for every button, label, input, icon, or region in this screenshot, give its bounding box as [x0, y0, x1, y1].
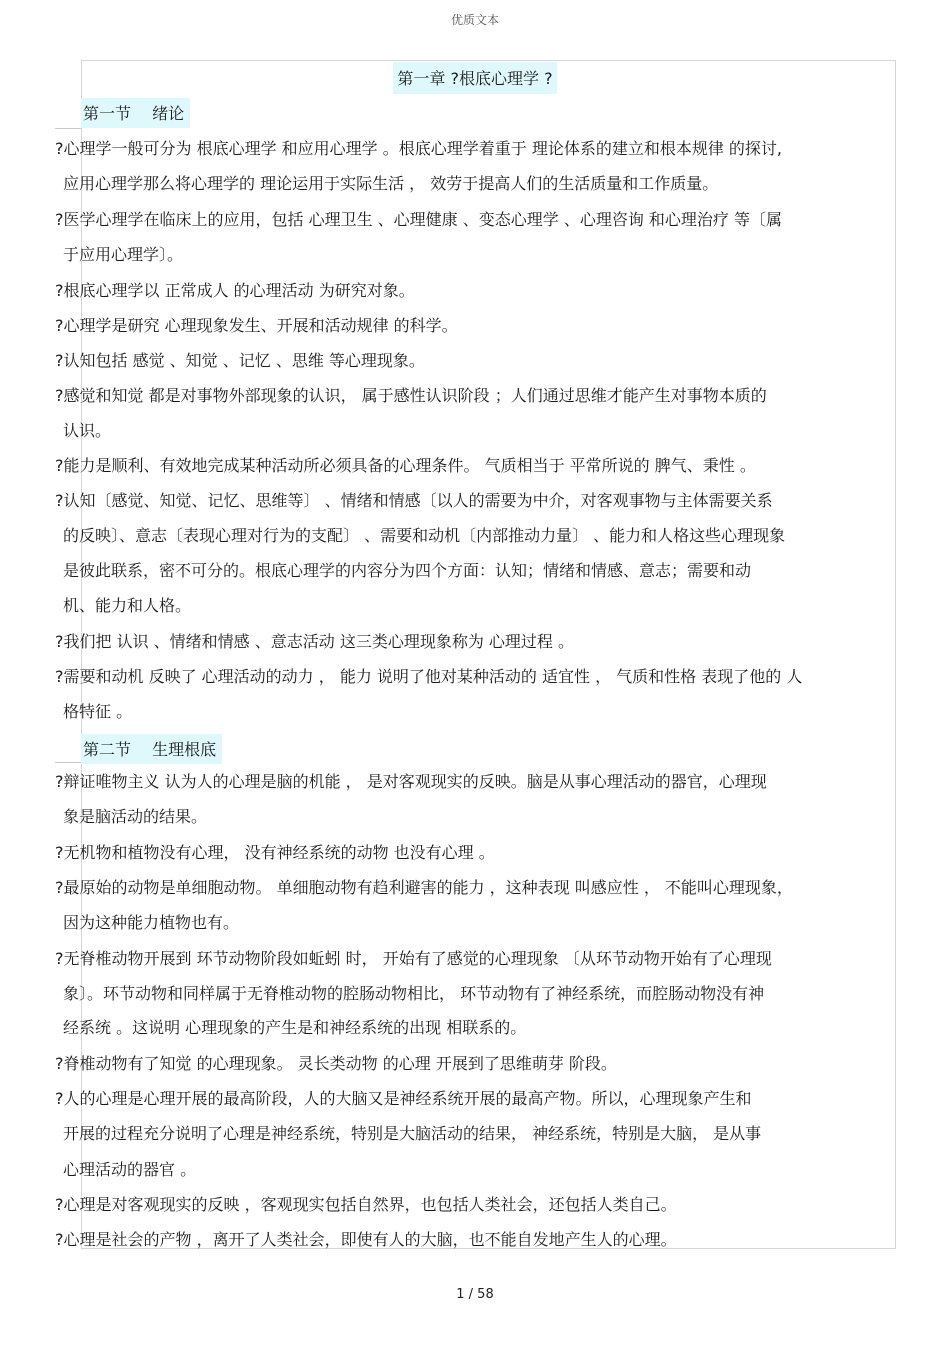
- text-line: 于应用心理学〕。: [63, 245, 184, 264]
- text-line: ?我们把 认识 、情绪和情感 、意志活动 这三类心理现象称为 心理过程 。: [55, 632, 575, 651]
- chapter-title: [0, 62, 950, 94]
- text-line: ?心理学是研究 心理现象发生、开展和活动规律 的科学。: [55, 316, 458, 335]
- text-line: 开展的过程充分说明了心理是神经系统，特别是大脑活动的结果， 神经系统，特别是大脑， 是从事: [63, 1124, 762, 1143]
- text-line: 应用心理学那么将心理学的 理论运用于实际生活 ， 效劳于提高人们的生活质量和工作质量。: [63, 174, 719, 193]
- text-line: ?认知〔感觉、知觉、记忆、思维等〕 、情绪和情感〔以人的需要为中介，对客观事物与主体需要关系: [55, 491, 773, 510]
- text-line: ?脊椎动物有了知觉 的心理现象。 灵长类动物 的心理 开展到了思维萌芽 阶段。: [55, 1054, 617, 1073]
- section-title-2: 第二节 生理根底: [81, 734, 222, 764]
- section-title-1: 第一节 绪论: [81, 98, 190, 128]
- text-line: ?无脊椎动物开展到 环节动物阶段如蚯蚓 时， 开始有了感觉的心理现象 〔从环节动物开始有了心理现: [55, 949, 772, 968]
- text-line: ?人的心理是心理开展的最高阶段，人的大脑又是神经系统开展的最高产物。所以，心理现象产生和: [55, 1089, 752, 1108]
- chapter-title-text: 第一章 ?根底心理学 ?: [393, 62, 556, 94]
- text-line: ?能力是顺利、有效地完成某种活动所必须具备的心理条件。 气质相当于 平常所说的 脾气、秉性 。: [55, 456, 756, 475]
- text-line: 是彼此联系，密不可分的。根底心理学的内容分为四个方面：认知；情绪和情感、意志；需要和动: [63, 561, 752, 580]
- text-line: ?感觉和知觉 都是对事物外部现象的认识， 属于感性认识阶段 ；人们通过思维才能产生对事物本质的: [55, 386, 767, 405]
- section-marker-2: [55, 762, 81, 763]
- page-number: 1 / 58: [456, 1287, 494, 1302]
- text-line: 的反映〕、意志〔表现心理对行为的支配〕 、需要和动机〔内部推动力量〕 、能力和人格这些心理现象: [63, 526, 786, 545]
- text-line: 象是脑活动的结果。: [63, 807, 208, 826]
- text-line: 格特征 。: [63, 702, 133, 721]
- text-line: 象〕。环节动物和同样属于无脊椎动物的腔肠动物相比， 环节动物有了神经系统，而腔肠动物没有神: [63, 984, 765, 1003]
- text-line: ?认知包括 感觉 、知觉 、记忆 、思维 等心理现象。: [55, 351, 425, 370]
- text-line: ?心理是社会的产物 ，离开了人类社会，即使有人的大脑，也不能自发地产生人的心理。: [55, 1230, 677, 1249]
- section-marker-1: [55, 128, 81, 129]
- text-line: ?心理是对客观现实的反映 ，客观现实包括自然界，也包括人类社会，还包括人类自己。: [55, 1195, 677, 1214]
- text-line: ?辩证唯物主义 认为人的心理是脑的机能 ， 是对客观现实的反映。脑是从事心理活动的器官，心理现: [55, 772, 767, 791]
- text-line: ?心理学一般可分为 根底心理学 和应用心理学 。根底心理学着重于 理论体系的建立和根本规律 的探讨,: [55, 139, 783, 158]
- text-line: ?需要和动机 反映了 心理活动的动力 ， 能力 说明了他对某种活动的 适宜性 ， 气质和性格 表现了他的 人: [55, 667, 803, 686]
- text-line: 心理活动的器官 。: [63, 1160, 197, 1179]
- text-line: 因为这种能力植物也有。: [63, 913, 240, 932]
- text-line: 机、能力和人格。: [63, 596, 192, 615]
- text-line: ?根底心理学以 正常成人 的心理活动 为研究对象。: [55, 281, 415, 300]
- text-line: ?最原始的动物是单细胞动物。 单细胞动物有趋利避害的能力 ，这种表现 叫感应性 ， 不能叫心理现象，: [55, 878, 793, 897]
- text-line: 认识。: [63, 421, 112, 440]
- text-line: ?无机物和植物没有心理， 没有神经系统的动物 也没有心理 。: [55, 843, 495, 862]
- page-header: 优质文本: [450, 13, 499, 27]
- text-line: 经系统 。这说明 心理现象的产生是和神经系统的出现 相联系的。: [63, 1018, 527, 1037]
- text-line: ?医学心理学在临床上的应用，包括 心理卫生 、心理健康 、变态心理学 、心理咨询 和心理治疗 等〔属: [55, 210, 783, 229]
